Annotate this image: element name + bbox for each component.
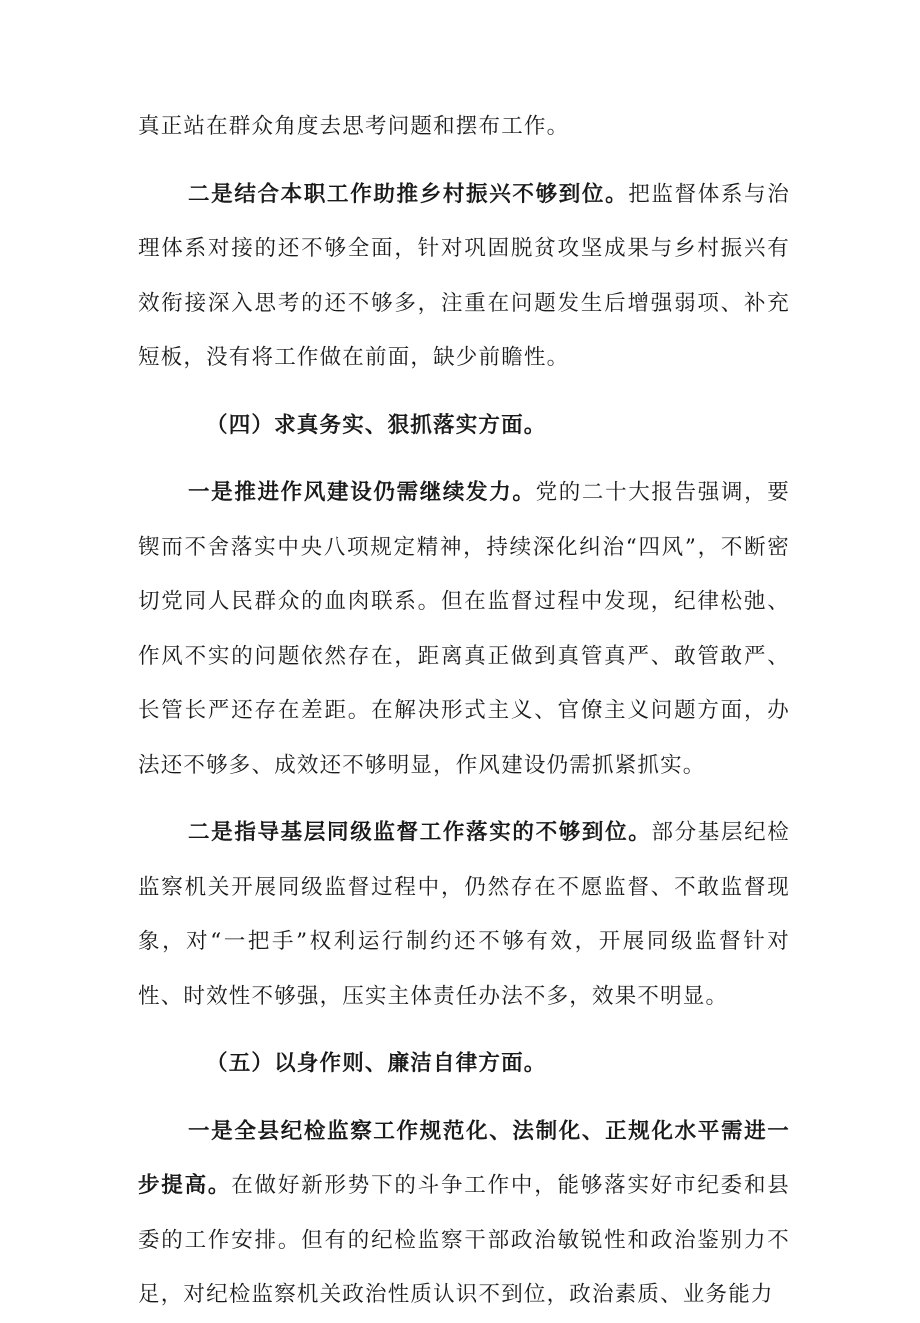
- section-heading-five: [138, 1037, 790, 1092]
- paragraph-text: 真正站在群众角度去思考问题和摆布工作。: [138, 114, 570, 139]
- paragraph-work-style: [138, 466, 790, 793]
- paragraph-lead: 二是指导基层同级监督工作落实的不够到位。: [188, 820, 652, 845]
- paragraph-text: 党的二十大报告强调，要锲而不舍落实中央八项规定精神，持续深化纠治“四风”，不断密切党同人民群众的血肉联系。但在监督过程中发现，纪律松弛、作风不实的问题依然存在，距离真正做到真管真严、敢管敢严、长管长严还存在差距。在解决形式主义、官僚主义问题方面，办法还不够多、成效还不够明显，作风建设仍需抓紧抓实。: [138, 480, 790, 778]
- section-heading-four: [138, 399, 790, 454]
- paragraph-lead: 一是全县纪检监察工作规范化、法制化、正规化水平需进一步提高。: [138, 1118, 790, 1198]
- paragraph-peer-supervision: [138, 806, 790, 1024]
- paragraph-text: 在做好新形势下的斗争工作中，能够落实好市纪委和县委的工作安排。但有的纪检监察干部政治敏锐性和政治鉴别力不足，对纪检监察机关政治性质认识不到位，政治素质、业务能力: [138, 1173, 790, 1307]
- paragraph-continuation: [138, 100, 790, 155]
- section-heading-text: （四）求真务实、狠抓落实方面。: [206, 412, 547, 438]
- paragraph-text: 把监督体系与治理体系对接的还不够全面，针对巩固脱贫攻坚成果与乡村振兴有效衔接深入思考的还不够多，注重在问题发生后增强弱项、补充短板，没有将工作做在前面，缺少前瞻性。: [138, 181, 790, 370]
- paragraph-text: 部分基层纪检监察机关开展同级监督过程中，仍然存在不愿监督、不敢监督现象，对“一把手”权利运行制约还不够有效，开展同级监督针对性、时效性不够强，压实主体责任办法不多，效果不明显。: [138, 820, 790, 1009]
- document-page: [138, 100, 790, 1323]
- paragraph-standardization: [138, 1105, 790, 1323]
- paragraph-lead: 二是结合本职工作助推乡村振兴不够到位。: [188, 181, 629, 207]
- paragraph-rural-revitalization: [138, 168, 790, 386]
- section-heading-text: （五）以身作则、廉洁自律方面。: [206, 1051, 547, 1076]
- paragraph-lead: 一是推进作风建设仍需继续发力。: [188, 480, 536, 505]
